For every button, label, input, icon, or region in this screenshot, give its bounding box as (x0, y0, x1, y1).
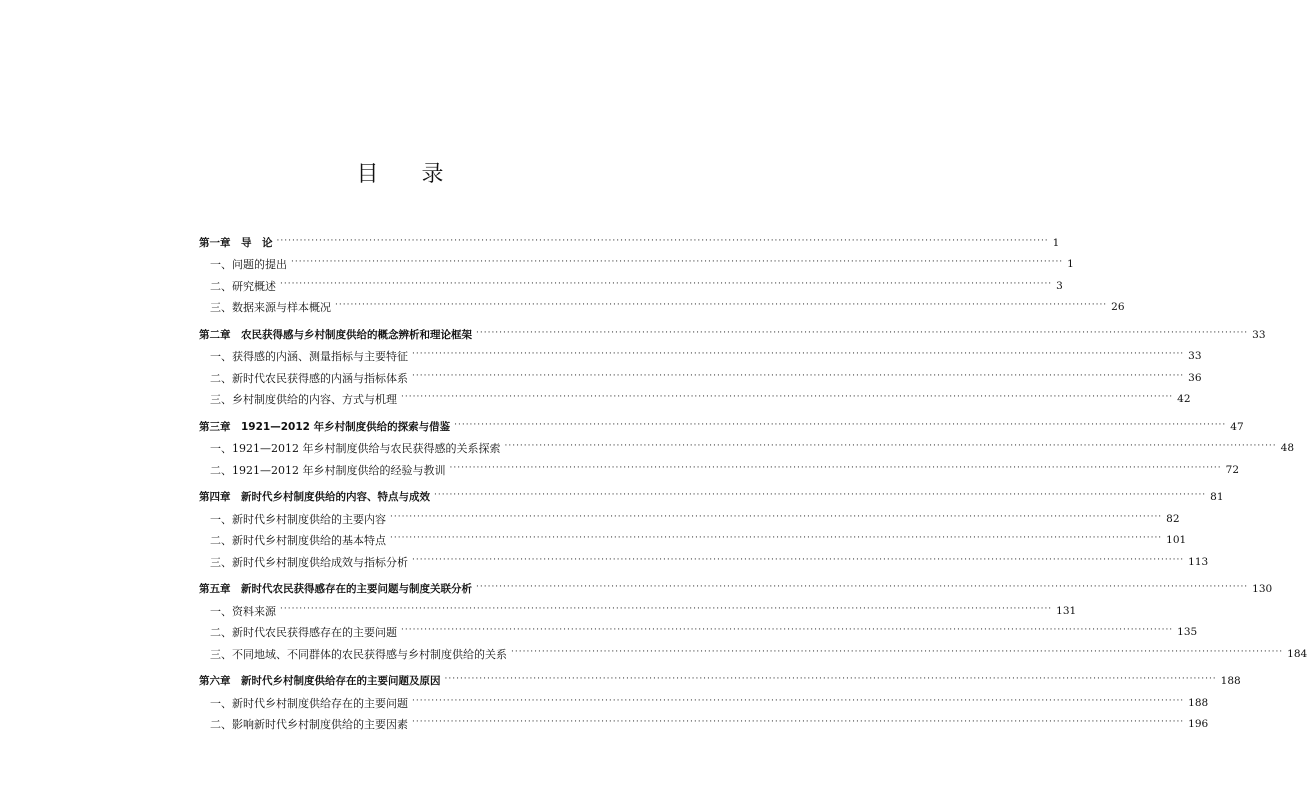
dot-leader: ········································································································································································································ (401, 625, 1174, 635)
dot-leader: ········································································································································································································ (412, 349, 1185, 359)
dot-leader: ········································································································································································································ (511, 646, 1284, 657)
dot-leader: ········································································································································································································ (401, 392, 1174, 402)
section-entry-page-number: 3 (1056, 279, 1063, 292)
section-entry-title: 一、1921—2012 年乡村制度供给与农民获得感的关系探索 (210, 442, 501, 455)
section-entry-page-number: 36 (1188, 371, 1202, 384)
chapter-block (199, 412, 1295, 477)
section-entry-page-number: 26 (1111, 301, 1125, 313)
section-entry-page-number: 48 (1280, 442, 1295, 454)
chapter-entry (199, 228, 1060, 250)
chapter-entry (199, 575, 1273, 597)
section-entry (199, 596, 1077, 618)
dot-leader: ········································································································································································································ (412, 370, 1185, 381)
section-entry-page-number: 42 (1177, 393, 1191, 405)
section-entry-page-number: 184 (1287, 647, 1307, 660)
chapter-block (199, 667, 1241, 732)
dot-leader: ········································································································································································································ (390, 511, 1163, 522)
chapter-entry-page-number: 188 (1220, 675, 1241, 687)
dot-leader: ········································································································································································································ (412, 695, 1185, 706)
section-entry-title: 三、数据来源与样本概况 (210, 301, 331, 314)
chapter-entry-title: 第四章 新时代乡村制度供给的内容、特点与成效 (199, 491, 430, 503)
section-entry (199, 434, 1295, 456)
table-of-contents (199, 228, 1307, 737)
section-entry-page-number: 101 (1166, 534, 1187, 546)
section-entry-page-number: 33 (1188, 350, 1202, 362)
section-entry (199, 271, 1063, 293)
section-entry (199, 363, 1202, 385)
chapter-block (199, 575, 1307, 661)
page-title: 目 录 (356, 161, 462, 187)
section-entry (199, 710, 1209, 732)
dot-leader: ········································································································································································································ (276, 235, 1049, 246)
chapter-entry-title: 第三章 1921—2012 年乡村制度供给的探索与借鉴 (199, 420, 451, 433)
chapter-entry-title: 第五章 新时代农民获得感存在的主要问题与制度关联分析 (199, 583, 472, 595)
section-entry-page-number: 1 (1067, 258, 1074, 270)
dot-leader: ········································································································································································································ (390, 533, 1163, 543)
dot-leader: ········································································································································································································ (412, 554, 1185, 565)
section-entry-page-number: 82 (1166, 512, 1180, 525)
dot-leader: ········································································································································································································ (434, 490, 1207, 500)
chapter-entry (199, 412, 1244, 434)
section-entry (199, 455, 1240, 477)
section-entry (199, 547, 1209, 569)
dot-leader: ········································································································································································································ (280, 278, 1053, 289)
chapter-entry (199, 483, 1224, 505)
chapter-entry (199, 667, 1241, 689)
section-entry-title: 二、新时代农民获得感存在的主要问题 (210, 626, 397, 639)
dot-leader: ········································································································································································································ (291, 257, 1064, 267)
dot-leader: ········································································································································································································ (444, 674, 1217, 684)
section-entry (199, 639, 1307, 661)
section-entry-page-number: 135 (1177, 626, 1198, 638)
section-entry-page-number: 72 (1225, 463, 1240, 476)
section-entry-title: 一、问题的提出 (210, 258, 287, 271)
dot-leader: ········································································································································································································ (504, 441, 1277, 451)
section-entry (199, 342, 1202, 364)
section-entry-page-number: 188 (1188, 696, 1209, 709)
section-entry (199, 618, 1198, 640)
section-entry-title: 二、影响新时代乡村制度供给的主要因素 (210, 718, 408, 731)
section-entry-title: 二、新时代乡村制度供给的基本特点 (210, 534, 386, 547)
section-entry-title: 一、获得感的内涵、测量指标与主要特征 (210, 350, 408, 363)
section-entry-title: 二、新时代农民获得感的内涵与指标体系 (210, 371, 408, 385)
dot-leader: ········································································································································································································ (476, 582, 1249, 592)
section-entry-page-number: 113 (1188, 555, 1209, 568)
dot-leader: ········································································································································································································ (449, 462, 1222, 473)
section-entry (199, 385, 1191, 407)
chapter-entry-page-number: 130 (1252, 583, 1273, 595)
chapter-entry-title: 第六章 新时代乡村制度供给存在的主要问题及原因 (199, 675, 441, 687)
chapter-block (199, 228, 1125, 314)
chapter-entry-page-number: 1 (1052, 236, 1060, 249)
section-entry (199, 250, 1074, 272)
section-entry-title: 三、不同地域、不同群体的农民获得感与乡村制度供给的关系 (210, 647, 507, 661)
chapter-entry-page-number: 33 (1252, 328, 1266, 341)
dot-leader: ········································································································································································································ (476, 327, 1249, 338)
section-entry-title: 一、资料来源 (210, 604, 276, 618)
section-entry (199, 526, 1187, 548)
chapter-entry-page-number: 81 (1210, 491, 1224, 503)
section-entry-page-number: 196 (1188, 718, 1209, 730)
dot-leader: ········································································································································································································ (335, 300, 1108, 310)
chapter-entry-page-number: 47 (1230, 420, 1244, 433)
section-entry (199, 293, 1125, 315)
section-entry (199, 504, 1180, 526)
section-entry-title: 二、研究概述 (210, 279, 276, 293)
chapter-block (199, 483, 1224, 569)
chapter-entry-title: 第一章 导 论 (199, 236, 273, 249)
section-entry-page-number: 131 (1056, 604, 1077, 617)
dot-leader: ········································································································································································································ (454, 419, 1227, 430)
chapter-entry-title: 第二章 农民获得感与乡村制度供给的概念辨析和理论框架 (199, 328, 472, 341)
section-entry-title: 三、新时代乡村制度供给成效与指标分析 (210, 555, 408, 569)
chapter-entry (199, 320, 1266, 342)
chapter-block (199, 320, 1266, 406)
section-entry-title: 一、新时代乡村制度供给的主要内容 (210, 512, 386, 526)
section-entry-title: 三、乡村制度供给的内容、方式与机理 (210, 393, 397, 406)
section-entry-title: 一、新时代乡村制度供给存在的主要问题 (210, 696, 408, 710)
section-entry (199, 688, 1209, 710)
dot-leader: ········································································································································································································ (412, 717, 1185, 727)
section-entry-title: 二、1921—2012 年乡村制度供给的经验与教训 (210, 463, 446, 477)
dot-leader: ········································································································································································································ (280, 603, 1053, 614)
